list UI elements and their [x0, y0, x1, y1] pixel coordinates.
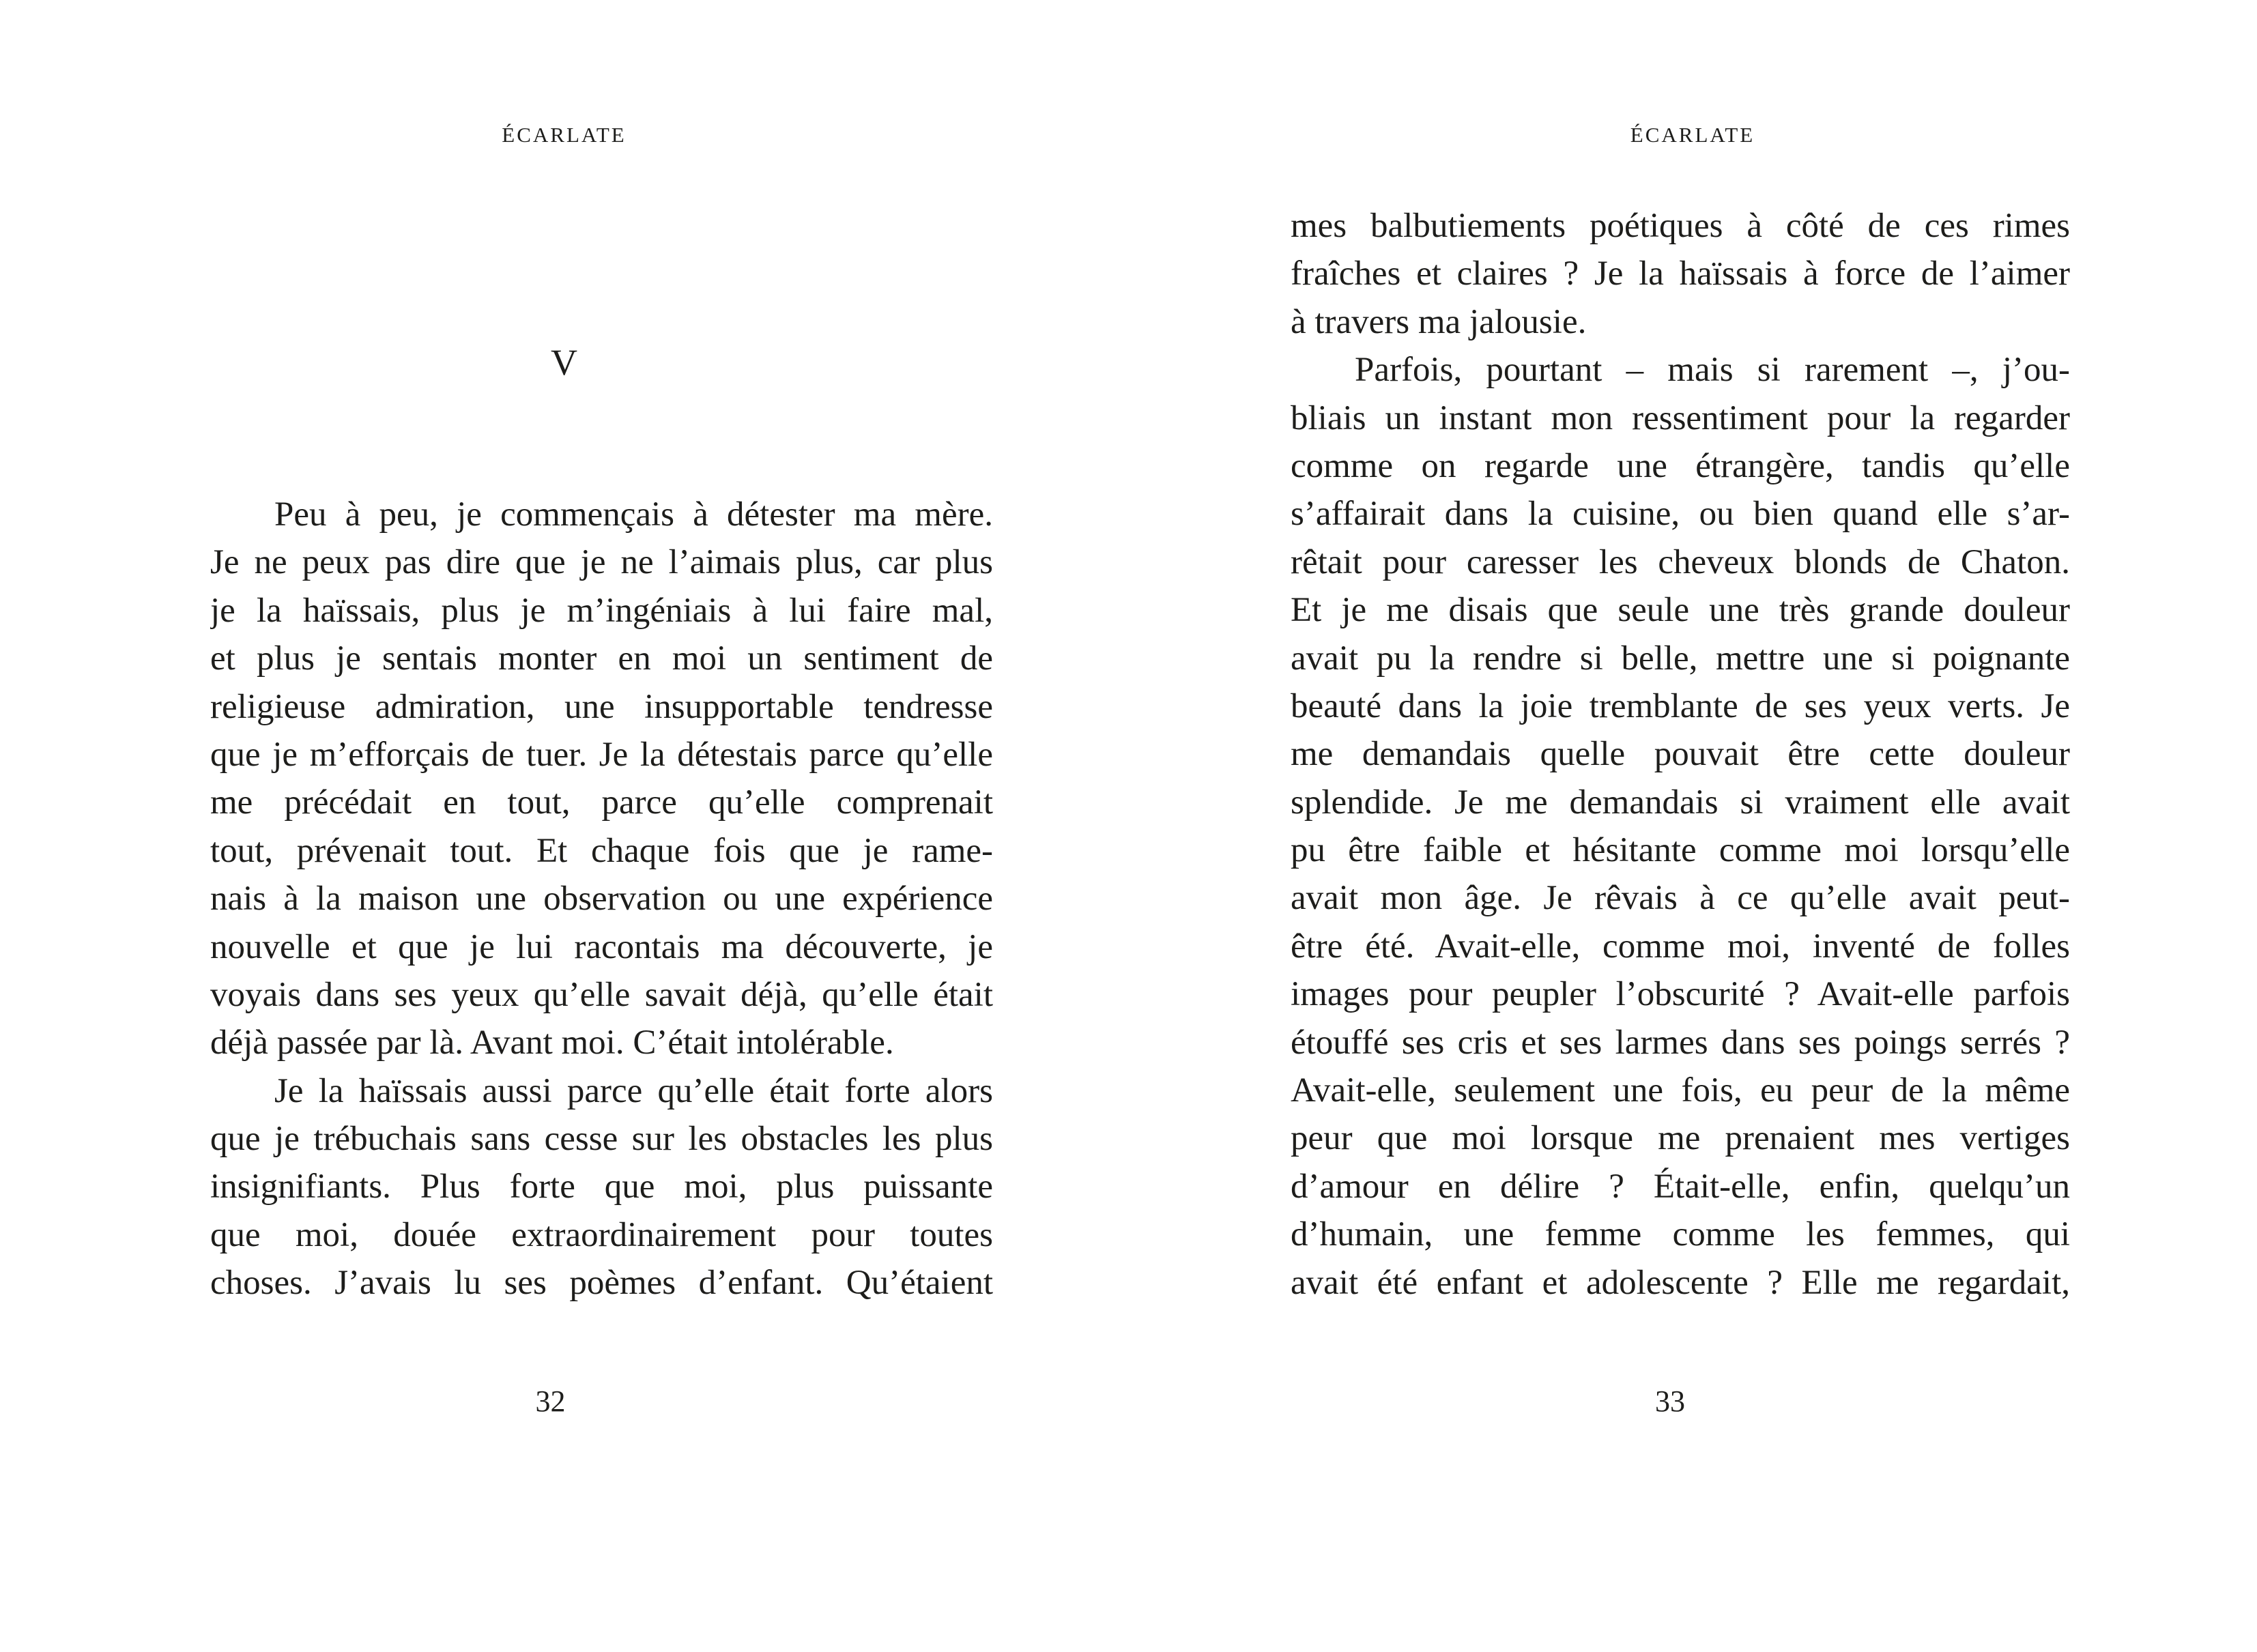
body-text — [210, 491, 993, 1307]
text-line: beauté dans la joie tremblante de ses yeux verts. Je — [1291, 686, 2070, 725]
text-line: que je trébuchais sans cesse sur les obstacles les plus — [210, 1120, 993, 1159]
text-line: nouvelle et que je lui racontais ma découverte, je — [210, 927, 993, 966]
right-page — [1128, 0, 2257, 1652]
text-line: pu être faible et hésitante comme moi lorsqu’elle — [1291, 831, 2070, 870]
text-line: déjà passée par là. Avant moi. C’était intolérable. — [210, 1024, 894, 1062]
text-line: avait mon âge. Je rêvais à ce qu’elle avait peut- — [1291, 879, 2070, 918]
page-number: 33 — [1655, 1385, 1685, 1418]
text-line: avait été enfant et adolescente ? Elle me regardait, — [1291, 1263, 2070, 1302]
text-line: et plus je sentais monter en moi un sentiment de — [210, 639, 993, 678]
text-line: être été. Avait-elle, comme moi, inventé de folles — [1291, 927, 2070, 966]
text-line: religieuse admiration, une insupportable tendresse — [210, 687, 993, 726]
left-page — [0, 0, 1128, 1652]
text-line: me demandais quelle pouvait être cette douleur — [1291, 735, 2070, 774]
text-line: splendide. Je me demandais si vraiment elle avait — [1291, 783, 2070, 822]
text-line: mes balbutiements poétiques à côté de ces rimes — [1291, 207, 2070, 245]
text-line: que je m’efforçais de tuer. Je la détestais parce qu’elle — [210, 735, 993, 774]
text-line: d’humain, une femme comme les femmes, qui — [1291, 1215, 2070, 1254]
text-line: rêtait pour caresser les cheveux blonds de Chaton. — [1291, 542, 2070, 581]
text-line: je la haïssais, plus je m’ingéniais à lui faire mal, — [210, 591, 993, 630]
running-head: ÉCARLATE — [502, 123, 627, 147]
text-line: Et je me disais que seule une très grande douleur — [1291, 591, 2070, 630]
text-line: insignifiants. Plus forte que moi, plus puissante — [210, 1168, 993, 1206]
text-line: avait pu la rendre si belle, mettre une si poignante — [1291, 639, 2070, 678]
text-line: que moi, douée extraordinairement pour toutes — [210, 1215, 993, 1254]
text-line: voyais dans ses yeux qu’elle savait déjà, qu’elle était — [210, 975, 993, 1014]
text-line: Avait-elle, seulement une fois, eu peur de la même — [1291, 1071, 2070, 1110]
body-text — [1291, 202, 2070, 1307]
text-line: étouffé ses cris et ses larmes dans ses poings serrés ? — [1291, 1023, 2070, 1062]
text-line: à travers ma jalousie. — [1291, 302, 1587, 341]
text-line: d’amour en délire ? Était-elle, enfin, quelqu’un — [1291, 1167, 2070, 1206]
text-line: nais à la maison une observation ou une expérience — [210, 880, 993, 918]
text-line: me précédait en tout, parce qu’elle comprenait — [210, 783, 993, 822]
text-line: Je la haïssais aussi parce qu’elle était forte alors — [274, 1071, 993, 1110]
text-line: s’affairait dans la cuisine, ou bien quand elle s’ar- — [1291, 495, 2070, 534]
text-line: Peu à peu, je commençais à détester ma mère. — [274, 495, 993, 534]
text-line: Parfois, pourtant – mais si rarement –, j’ou- — [1355, 351, 2070, 390]
text-line: Je ne peux pas dire que je ne l’aimais plus, car plus — [210, 543, 993, 582]
text-line: tout, prévenait tout. Et chaque fois que je rame- — [210, 831, 993, 870]
text-line: choses. J’avais lu ses poèmes d’enfant. Qu’étaient — [210, 1264, 993, 1303]
running-head: ÉCARLATE — [1630, 123, 1755, 147]
text-line: images pour peupler l’obscurité ? Avait-elle parfois — [1291, 975, 2070, 1014]
page-number: 32 — [535, 1385, 566, 1418]
text-line: comme on regarde une étrangère, tandis qu’elle — [1291, 446, 2070, 485]
chapter-number: V — [551, 342, 577, 383]
text-line: bliais un instant mon ressentiment pour la regarder — [1291, 398, 2070, 437]
text-line: fraîches et claires ? Je la haïssais à force de l’aimer — [1291, 255, 2070, 293]
text-line: peur que moi lorsque me prenaient mes vertiges — [1291, 1119, 2070, 1158]
